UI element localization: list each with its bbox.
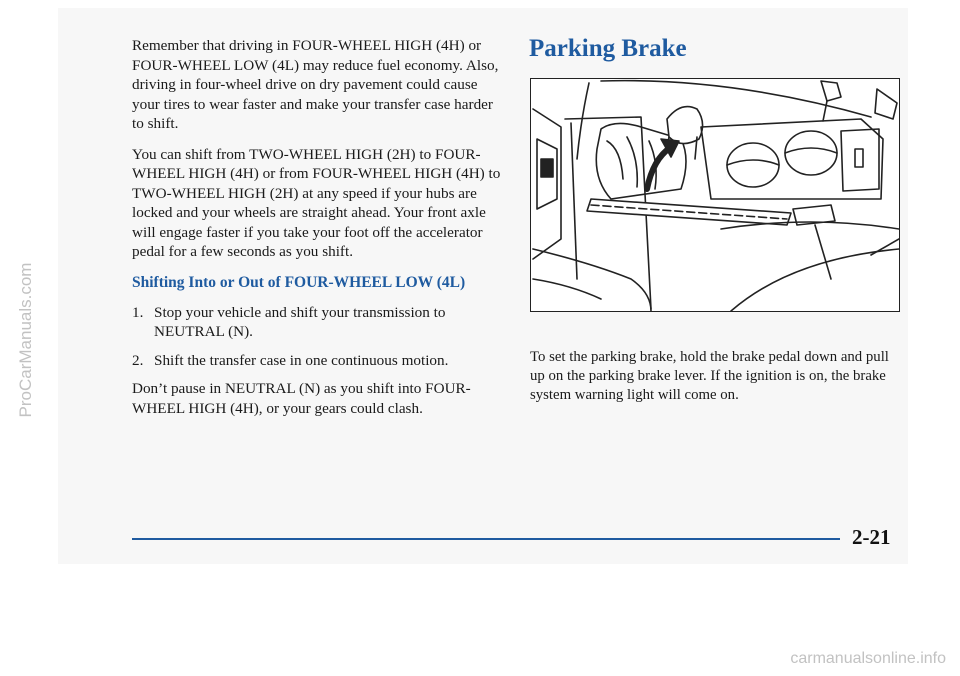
page-number: 2-21: [852, 525, 891, 549]
bottom-watermark: carmanualsonline.info: [790, 650, 946, 667]
right-column: [530, 36, 905, 405]
list-item: [132, 303, 507, 342]
step-text: Stop your vehicle and shift your transmission to NEUTRAL (N).: [154, 303, 446, 340]
steps-list: [132, 303, 507, 371]
side-watermark: ProCarManuals.com: [16, 262, 35, 418]
step-number: 1.: [132, 303, 144, 321]
step-number: 2.: [132, 351, 144, 369]
left-column: [132, 36, 507, 429]
parking-brake-figure: [530, 78, 900, 312]
parking-brake-illustration: [531, 79, 899, 311]
footer-rule: [132, 538, 840, 540]
step-text: Shift the transfer case in one continuous motion.: [154, 351, 449, 369]
paragraph-shift-2h-4h: You can shift from TWO-WHEEL HIGH (2H) to FOUR-WHEEL HIGH (4H) or from FOUR-WHEEL HIGH (4H) to TWO-WHEEL HIGH (2H) at any speed if your hubs are locked and your wheels are straight ahead. Your front axle will engage faster if you take your foot off the accelerator pedal for a few seconds as you shift.: [132, 145, 501, 260]
subheading-four-wheel-low: Shifting Into or Out of FOUR-WHEEL LOW (4L): [132, 273, 466, 291]
paragraph-fuel-economy: Remember that driving in FOUR-WHEEL HIGH (4H) or FOUR-WHEEL LOW (4L) may reduce fuel economy. Also, driving in four-wheel drive on dry pavement could cause your tires to wear faster and make your transfer case harder to shift.: [132, 37, 499, 132]
figure-caption: To set the parking brake, hold the brake pedal down and pull up on the parking brake lever. If the ignition is on, the brake system warning light will come on.: [530, 349, 889, 403]
section-title: Parking Brake: [529, 35, 687, 62]
list-item: [132, 351, 507, 371]
paragraph-neutral-warning: Don’t pause in NEUTRAL (N) as you shift into FOUR-WHEEL HIGH (4H), or your gears could clash.: [132, 380, 471, 417]
